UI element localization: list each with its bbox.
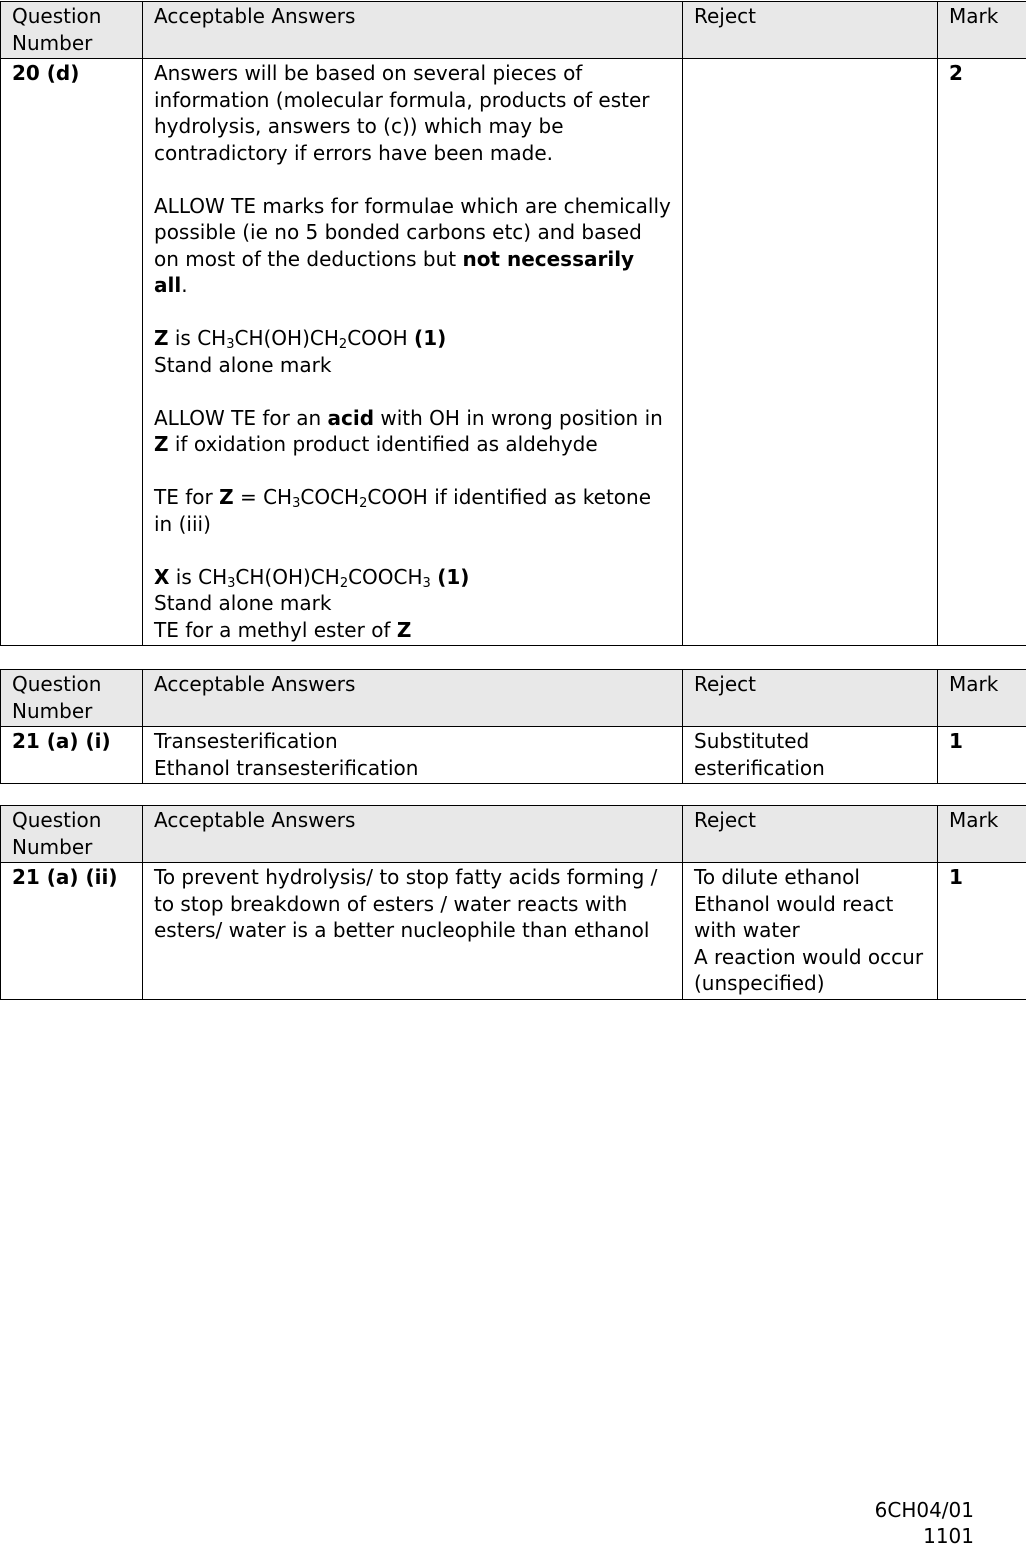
header-question-number: Question Number — [1, 2, 143, 59]
acceptable-answers-cell: To prevent hydrolysis/ to stop fatty acids forming / to stop breakdown of esters / water reacts with esters/ water is a better nucleophile than ethanol — [143, 863, 683, 1000]
exam-session: 1101 — [875, 1523, 974, 1549]
mark-value: 1 — [938, 727, 1026, 784]
table-header-row — [1, 670, 1026, 727]
reject-line: A reaction would occur (unspecified) — [694, 944, 927, 997]
mark-scheme-table-21ai — [0, 669, 1026, 784]
header-mark: Mark — [938, 2, 1026, 59]
acceptable-answers-cell — [143, 59, 683, 646]
mark-scheme-table-20d — [0, 1, 1026, 646]
answer-line: Ethanol transesterification — [154, 755, 672, 782]
paper-code: 6CH04/01 — [875, 1497, 974, 1523]
reject-line: Ethanol would react with water — [694, 891, 927, 944]
x-answer: X is $CH_3CH(OH)CH_2COOCH_3$ (1) — [154, 564, 672, 591]
answer-line: Transesterification — [154, 728, 672, 755]
header-reject: Reject — [683, 670, 938, 727]
header-question-number: Question Number — [1, 806, 143, 863]
reject-line: To dilute ethanol — [694, 864, 927, 891]
header-acceptable-answers: Acceptable Answers — [143, 670, 683, 727]
mark-scheme-table-21aii — [0, 805, 1026, 1000]
table-row — [1, 727, 1026, 784]
reject-cell — [683, 863, 938, 1000]
te-methyl-note: TE for a methyl ester of Z — [154, 617, 672, 644]
question-number: 20 (d) — [1, 59, 143, 646]
header-mark: Mark — [938, 670, 1026, 727]
table-row — [1, 863, 1026, 1000]
header-mark: Mark — [938, 806, 1026, 863]
answer-intro: Answers will be based on several pieces of information (molecular formula, products of ester hydrolysis, answers to (c)) which may be contradictory if errors have been made. — [154, 60, 672, 166]
mark-value: 2 — [938, 59, 1026, 646]
table-header-row — [1, 2, 1026, 59]
stand-alone-note: Stand alone mark — [154, 352, 672, 379]
header-acceptable-answers: Acceptable Answers — [143, 2, 683, 59]
page-footer — [875, 1497, 974, 1549]
header-reject: Reject — [683, 806, 938, 863]
z-answer: Z is $CH_3CH(OH)CH_2COOH$ (1) — [154, 325, 672, 352]
reject-line: esterification — [694, 755, 927, 782]
table-header-row — [1, 806, 1026, 863]
allow-te-acid-note: ALLOW TE for an acid with OH in wrong position in Z if oxidation product identified as aldehyde — [154, 405, 672, 458]
allow-te-note: ALLOW TE marks for formulae which are chemically possible (ie no 5 bonded carbons etc) and based on most of the deductions but not necessarily all. — [154, 193, 672, 299]
header-acceptable-answers: Acceptable Answers — [143, 806, 683, 863]
header-reject: Reject — [683, 2, 938, 59]
reject-cell — [683, 59, 938, 646]
reject-line: Substituted — [694, 728, 927, 755]
reject-cell — [683, 727, 938, 784]
stand-alone-note: Stand alone mark — [154, 590, 672, 617]
question-number: 21 (a) (i) — [1, 727, 143, 784]
header-question-number: Question Number — [1, 670, 143, 727]
mark-value: 1 — [938, 863, 1026, 1000]
table-row — [1, 59, 1026, 646]
te-ketone-note: TE for $Z = CH_3COCH_2COOH$ if identified as ketone in (iii) — [154, 484, 672, 537]
acceptable-answers-cell — [143, 727, 683, 784]
question-number: 21 (a) (ii) — [1, 863, 143, 1000]
